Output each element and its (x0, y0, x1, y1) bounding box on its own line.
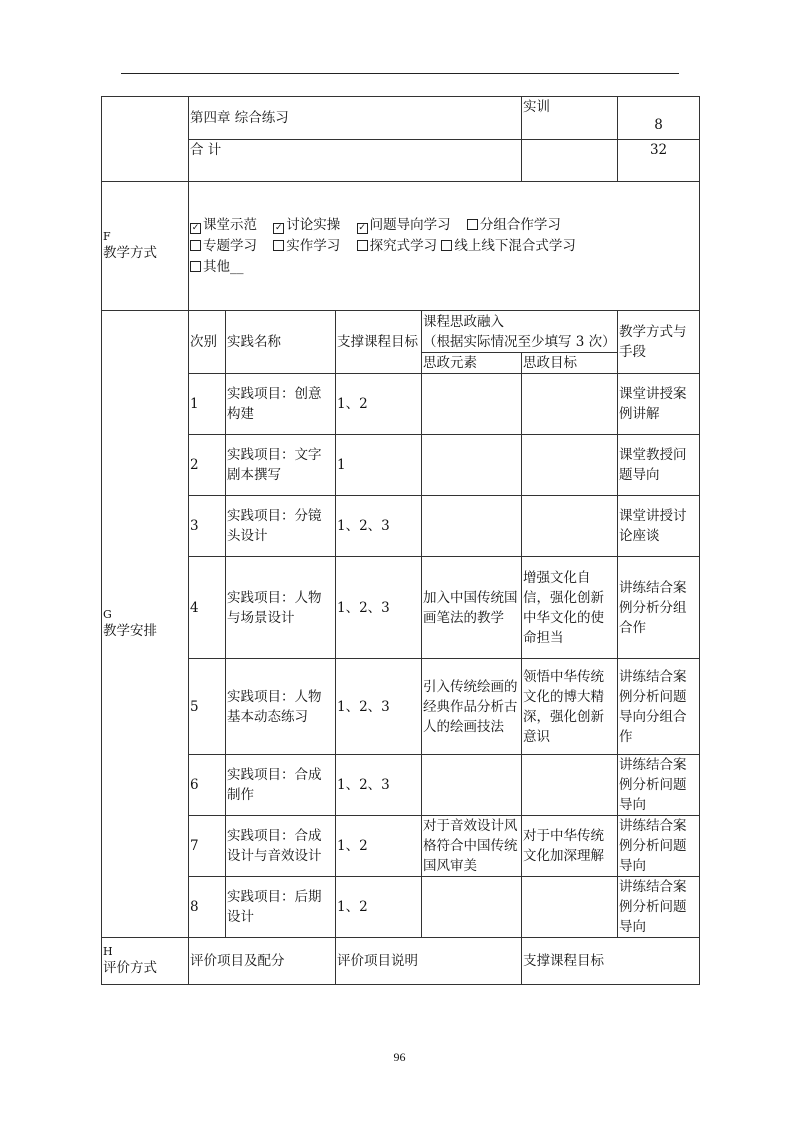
total-row (102, 140, 700, 182)
table-row (102, 435, 700, 496)
section-g-title: 教学安排 (103, 622, 157, 639)
col-num-header: 次别 (189, 311, 226, 374)
checkbox-icon (441, 240, 452, 251)
row-goal: 1、2 (336, 877, 422, 938)
section-f-title: 教学方式 (103, 244, 157, 261)
row-num: 1 (189, 374, 226, 435)
method-option[interactable]: ✓ 课堂示范 (191, 216, 257, 233)
row-num: 8 (189, 877, 226, 938)
row-name: 实践项目：后期设计 (226, 877, 336, 938)
row-goal: 1、2、3 (336, 496, 422, 557)
row-goal: 1、2、3 (336, 659, 422, 755)
row-target: 增强文化自信，强化创新中华文化的使命担当 (522, 557, 618, 659)
section-h-title: 评价方式 (103, 959, 157, 976)
row-name: 实践项目：合成设计与音效设计 (226, 816, 336, 877)
row-goal: 1 (336, 435, 422, 496)
row-method: 讲练结合案例分析问题导向 (618, 755, 700, 816)
chapter-row (102, 97, 700, 140)
header-rule (121, 73, 679, 74)
method-option[interactable]: ✓ 问题导向学习 (358, 216, 451, 233)
checkbox-icon (190, 240, 201, 251)
row-goal: 1、2、3 (336, 557, 422, 659)
method-option[interactable]: 探究式学习 (357, 238, 438, 254)
chapter-hours: 8 (618, 97, 700, 140)
checkbox-icon (467, 219, 478, 230)
row-target (522, 877, 618, 938)
chapter-title: 第四章 综合练习 (189, 97, 522, 140)
row-element: 加入中国传统国画笔法的教学 (422, 557, 522, 659)
table-row (102, 816, 700, 877)
section-h-header (102, 938, 189, 985)
table-row (102, 374, 700, 435)
row-name: 实践项目：人物基本动态练习 (226, 659, 336, 755)
ideo-title: 课程思政融入 (423, 313, 504, 330)
row-element (422, 435, 522, 496)
row-method: 讲练结合案例分析问题导向分组合作 (618, 659, 700, 755)
total-type (522, 140, 618, 182)
ideo-note: （根据实际情况至少填写 3 次） (423, 333, 616, 350)
row-goal: 1、2、3 (336, 755, 422, 816)
row-name: 实践项目：分镜头设计 (226, 496, 336, 557)
row-target: 领悟中华传统文化的博大精深，强化创新意识 (522, 659, 618, 755)
method-option[interactable]: 分组合作学习 (467, 217, 561, 233)
checkbox-checked-icon: ✓ (358, 222, 366, 233)
col-ideo-header (422, 311, 618, 353)
row-element (422, 496, 522, 557)
page-number: 96 (393, 1050, 406, 1064)
checkbox-icon (357, 240, 368, 251)
eval-item-header: 评价项目及配分 (189, 938, 336, 985)
teaching-method-options (189, 182, 700, 311)
row-element (422, 755, 522, 816)
section-f-code: F (103, 229, 111, 243)
schedule-header-row (102, 311, 700, 353)
checkbox-icon (190, 261, 201, 272)
row-target (522, 374, 618, 435)
col-element-header: 思政元素 (422, 353, 522, 374)
evaluation-row (102, 938, 700, 985)
row-goal: 1、2 (336, 374, 422, 435)
col-method-header: 教学方式与手段 (618, 311, 700, 374)
section-h-code: H (103, 944, 113, 958)
table-row (102, 496, 700, 557)
row-name: 实践项目：文字剧本撰写 (226, 435, 336, 496)
row-num: 3 (189, 496, 226, 557)
row-element (422, 374, 522, 435)
eval-goal-header: 支撑课程目标 (522, 938, 700, 985)
row-name: 实践项目：人物与场景设计 (226, 557, 336, 659)
total-label: 合 计 (189, 140, 522, 182)
row-num: 7 (189, 816, 226, 877)
method-option[interactable]: 线上线下混合式学习 (441, 238, 576, 254)
row-num: 2 (189, 435, 226, 496)
table-row (102, 557, 700, 659)
col-target-header: 思政目标 (522, 353, 618, 374)
table-row (102, 659, 700, 755)
section-g-code: G (103, 607, 112, 621)
row-element: 引入传统绘画的经典作品分析古人的绘画技法 (422, 659, 522, 755)
row-target (522, 755, 618, 816)
col-name-header: 实践名称 (226, 311, 336, 374)
row-target (522, 435, 618, 496)
row-name: 实践项目：创意构建 (226, 374, 336, 435)
row-goal: 1、2 (336, 816, 422, 877)
method-option[interactable]: 其他__ (190, 259, 244, 275)
total-hours: 32 (618, 140, 700, 182)
checkbox-icon (273, 240, 284, 251)
section-g-header (102, 311, 189, 938)
row-method: 课堂讲授案例讲解 (618, 374, 700, 435)
method-option[interactable]: 专题学习 (190, 238, 257, 254)
syllabus-table (101, 96, 700, 985)
row-name: 实践项目：合成制作 (226, 755, 336, 816)
table-row (102, 755, 700, 816)
row-method: 课堂讲授讨论座谈 (618, 496, 700, 557)
row-num: 5 (189, 659, 226, 755)
row-target (522, 496, 618, 557)
row-target: 对于中华传统文化加深理解 (522, 816, 618, 877)
method-option[interactable]: 实作学习 (273, 238, 340, 254)
checkbox-checked-icon: ✓ (191, 222, 200, 233)
row-method: 讲练结合案例分析问题导向 (618, 877, 700, 938)
chapter-type: 实训 (522, 97, 618, 140)
row-method: 课堂教授问题导向 (618, 435, 700, 496)
section-f-header (102, 182, 189, 311)
col-goal-header: 支撑课程目标 (336, 311, 422, 374)
method-option[interactable]: ✓ 讨论实操 (275, 216, 341, 233)
row-method: 讲练结合案例分析分组合作 (618, 557, 700, 659)
eval-desc-header: 评价项目说明 (336, 938, 522, 985)
row-element (422, 877, 522, 938)
table-row (102, 877, 700, 938)
row-num: 6 (189, 755, 226, 816)
blank-section-cell (102, 97, 189, 182)
row-method: 讲练结合案例分析问题导向 (618, 816, 700, 877)
row-num: 4 (189, 557, 226, 659)
checkbox-checked-icon: ✓ (275, 222, 283, 233)
row-element: 对于音效设计风格符合中国传统国风审美 (422, 816, 522, 877)
teaching-method-row (102, 182, 700, 311)
